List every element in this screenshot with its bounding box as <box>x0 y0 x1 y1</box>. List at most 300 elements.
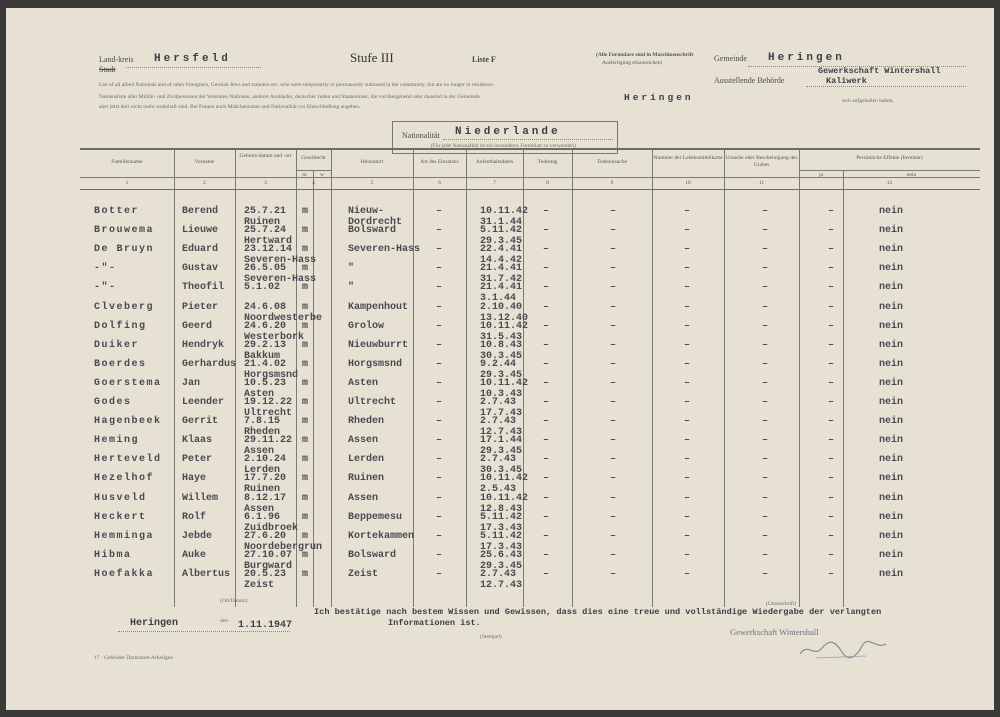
stay-to-cell: 12.8.43 <box>480 503 523 515</box>
hometown-cell: Kampenhout <box>348 301 409 313</box>
sex-cell: m <box>302 206 309 217</box>
effects-yes-cell: – <box>828 397 835 408</box>
effects-no-cell: nein <box>879 339 904 351</box>
footer-print-note: 17 · Gebrüder Darmstadt-Arheilgen <box>94 655 173 661</box>
footer-ortsdatum-label: (Ort/Datum) <box>220 598 248 604</box>
hometown-cell: Assen <box>348 492 379 504</box>
col-num-1: 1 <box>125 180 129 186</box>
table-top-rule <box>80 148 980 150</box>
birthplace-cell: Assen <box>244 446 275 458</box>
birthplace-cell: Ruinen <box>244 217 281 228</box>
col-header-einsatz: Art des Einsatzes <box>420 159 459 165</box>
col-header-grab: Ursache oder Bescheinigung des Grabes <box>725 155 798 168</box>
sex-cell: m <box>302 549 309 561</box>
effects-sub-rule <box>799 170 980 171</box>
effects-yes-cell: – <box>828 358 835 370</box>
footer-unterschrift-label: (Unterschrift) <box>766 601 797 607</box>
effects-no-cell: nein <box>879 530 904 542</box>
nationality-note: (Für jede Nationalität ist ein besonderes Formblatt zu verwenden) <box>431 143 576 149</box>
col-num-6: 6 <box>438 180 441 186</box>
grave-cell: – <box>762 244 769 256</box>
grave-cell: – <box>762 377 769 389</box>
deployment-cell: – <box>436 454 443 466</box>
firstname-cell: Berend <box>182 206 219 217</box>
deathdate-cell: – <box>543 473 550 485</box>
birthdate-cell: 29.2.13 <box>244 339 287 351</box>
stay-from-cell: 17.1.44 <box>480 435 523 447</box>
sex-cell: m <box>302 377 309 389</box>
firstname-cell: Albertus <box>182 568 231 580</box>
stay-from-cell: 2.7.43 <box>480 454 517 466</box>
firstname-cell: Haye <box>182 473 207 485</box>
stay-to-cell: 29.3.45 <box>480 560 523 572</box>
hometown-cell: Beppemesu <box>348 511 403 523</box>
birthplace-cell: Westerbork <box>244 331 305 343</box>
deathdate-cell: – <box>543 492 550 504</box>
effects-yes-cell: – <box>828 206 835 217</box>
hometown-cell: Asten <box>348 377 379 389</box>
foodcard-cell: – <box>684 397 691 408</box>
grave-cell: – <box>762 206 769 217</box>
deathcause-cell: – <box>610 282 617 294</box>
col-header-heimatort: Heimatort <box>360 159 384 165</box>
stay-to-cell: 29.3.45 <box>480 236 523 248</box>
stay-to-cell: 31.1.44 <box>480 217 523 228</box>
birthdate-cell: 27.6.20 <box>244 530 287 542</box>
foodcard-cell: – <box>684 320 691 332</box>
effects-no-cell: nein <box>879 282 904 294</box>
deployment-cell: – <box>436 301 443 313</box>
birthdate-cell: 24.6.20 <box>244 320 287 332</box>
effects-yes-cell: – <box>828 225 835 237</box>
birthplace-cell: Hertward <box>244 236 293 248</box>
grave-cell: – <box>762 397 769 408</box>
firstname-cell: Gustav <box>182 263 219 275</box>
col-num-11: 11 <box>758 180 765 186</box>
sex-cell: m <box>302 320 309 332</box>
birthdate-cell: 17.7.20 <box>244 473 287 485</box>
firstname-cell: Eduard <box>182 244 219 256</box>
col-header-effekte-ja: ja <box>819 172 823 178</box>
nationality-value: Niederlande <box>455 126 561 138</box>
birthdate-cell: 25.7.24 <box>244 225 287 237</box>
deathdate-cell: – <box>543 263 550 275</box>
nationality-dotline <box>443 139 613 140</box>
stay-from-cell: 2.7.43 <box>480 416 517 428</box>
foodcard-cell: – <box>684 263 691 275</box>
firstname-cell: Gerhardus <box>182 358 237 370</box>
sex-cell: m <box>302 397 309 408</box>
stay-to-cell: 10.3.43 <box>480 388 523 400</box>
birthplace-cell: Zuidbroek <box>244 522 299 534</box>
stay-from-cell: 10.8.43 <box>480 339 523 351</box>
foodcard-cell: – <box>684 377 691 389</box>
birthplace-cell: Burgward <box>244 560 293 572</box>
foodcard-cell: – <box>684 339 691 351</box>
deathcause-cell: – <box>610 206 617 217</box>
gemeinde-label: Gemeinde <box>714 54 747 63</box>
birthdate-cell: 20.5.23 <box>244 568 287 580</box>
birthdate-cell: 21.4.02 <box>244 358 287 370</box>
birthdate-cell: 2.10.24 <box>244 454 287 466</box>
col-header-todesursache: Todesursache <box>597 159 627 165</box>
stay-to-cell: 12.7.43 <box>480 427 523 439</box>
footer-datum: 1.11.1947 <box>238 620 293 631</box>
birthdate-cell: 5.1.02 <box>244 282 281 294</box>
stay-to-cell: 3.1.44 <box>480 293 517 305</box>
sex-cell: m <box>302 282 309 294</box>
foodcard-cell: – <box>684 530 691 542</box>
birthplace-cell: Lerden <box>244 465 281 477</box>
stay-to-cell: 14.4.42 <box>480 255 523 267</box>
grave-cell: – <box>762 454 769 466</box>
birthplace-cell: Ultrecht <box>244 408 293 419</box>
stay-from-cell: 2.7.43 <box>480 568 517 580</box>
firstname-cell: Hendryk <box>182 339 225 351</box>
effects-no-cell: nein <box>879 492 904 504</box>
deathcause-cell: – <box>610 492 617 504</box>
hometown-cell: Grolow <box>348 320 385 332</box>
firstname-cell: Gerrit <box>182 416 219 428</box>
deployment-cell: – <box>436 568 443 580</box>
firstname-cell: Rolf <box>182 511 207 523</box>
hometown-cell: Bolsward <box>348 225 397 237</box>
effects-no-cell: nein <box>879 263 904 275</box>
birthplace-cell: Noordwesterbe <box>244 312 323 324</box>
stay-from-cell: 5.11.42 <box>480 530 523 542</box>
grave-cell: – <box>762 435 769 447</box>
surname-cell: Hagenbeek <box>94 416 162 428</box>
deployment-cell: – <box>436 492 443 504</box>
deployment-cell: – <box>436 530 443 542</box>
landkreis-label: Land-kreis <box>99 55 134 64</box>
sex-cell: m <box>302 225 309 237</box>
deathdate-cell: – <box>543 397 550 408</box>
behoerde-value-2: Kaliwerk <box>826 76 867 86</box>
effects-yes-cell: – <box>828 568 835 580</box>
sex-cell: m <box>302 568 309 580</box>
firstname-cell: Jan <box>182 377 201 389</box>
birthplace-cell: Noordebergrun <box>244 541 323 553</box>
effects-no-cell: nein <box>879 397 904 408</box>
deathdate-cell: – <box>543 320 550 332</box>
deployment-cell: – <box>436 473 443 485</box>
col-header-lebensmittelkarte: Nummer der Lebensmittelkarte <box>653 155 723 161</box>
deathdate-cell: – <box>543 511 550 523</box>
firstname-cell: Pieter <box>182 301 219 313</box>
effects-no-cell: nein <box>879 473 904 485</box>
behoerde-label: Ausstellende Behörde <box>714 76 785 85</box>
col-header-geburt: Geburts-datum und -ort <box>239 153 292 159</box>
header-bottom-rule <box>80 189 980 190</box>
stay-from-cell: 10.11.42 <box>480 320 529 332</box>
birthdate-cell: 6.1.96 <box>244 511 281 523</box>
sex-cell: m <box>302 416 309 428</box>
effects-yes-cell: – <box>828 530 835 542</box>
col-num-5: 5 <box>370 180 374 186</box>
grave-cell: – <box>762 492 769 504</box>
deathdate-cell: – <box>543 225 550 237</box>
deployment-cell: – <box>436 263 443 275</box>
firstname-cell: Willem <box>182 492 219 504</box>
foodcard-cell: – <box>684 511 691 523</box>
german-instruction-2: aber jetzt dort nicht mehr wohnhaft sind. Bei Frauen auch Mädchenname und Nationalität vor Eheschließung angeben. <box>99 104 361 110</box>
deathdate-cell: – <box>543 416 550 428</box>
effects-yes-cell: – <box>828 244 835 256</box>
sex-cell: m <box>302 530 309 542</box>
birthplace-cell: Severen-Hass <box>244 274 317 286</box>
deathcause-cell: – <box>610 339 617 351</box>
deathcause-cell: – <box>610 320 617 332</box>
firstname-cell: Klaas <box>182 435 213 447</box>
effects-no-cell: nein <box>879 206 904 217</box>
deathdate-cell: – <box>543 568 550 580</box>
birthplace-cell: Horgsmsnd <box>244 369 299 381</box>
col-num-8: 8 <box>546 180 549 186</box>
foodcard-cell: – <box>684 301 691 313</box>
deathcause-cell: – <box>610 263 617 275</box>
grave-cell: – <box>762 549 769 561</box>
stay-to-cell: 12.7.43 <box>480 579 523 591</box>
deployment-cell: – <box>436 435 443 447</box>
birthplace-cell: Asten <box>244 388 275 400</box>
deathdate-cell: – <box>543 454 550 466</box>
col-num-7: 7 <box>493 180 496 186</box>
nationality-label: Nationalität <box>402 131 440 140</box>
hometown-cell: Assen <box>348 435 379 447</box>
effects-no-cell: nein <box>879 549 904 561</box>
birthdate-cell: 29.11.22 <box>244 435 293 447</box>
hometown-cell: Kortekammen <box>348 530 415 542</box>
effects-yes-cell: – <box>828 435 835 447</box>
surname-cell: -"- <box>94 263 117 275</box>
effects-no-cell: nein <box>879 377 904 389</box>
deployment-cell: – <box>436 244 443 256</box>
deployment-cell: – <box>436 511 443 523</box>
effects-yes-cell: – <box>828 492 835 504</box>
hometown-cell: " <box>348 263 355 275</box>
landkreis-dotline <box>126 67 261 68</box>
sex-sub-rule <box>296 170 331 171</box>
birthdate-cell: 7.8.15 <box>244 416 281 428</box>
stay-to-cell: 17.3.43 <box>480 541 523 553</box>
footer-ort-dotline <box>118 631 290 632</box>
grave-cell: – <box>762 530 769 542</box>
surname-cell: Duiker <box>94 339 140 351</box>
deathcause-cell: – <box>610 416 617 428</box>
foodcard-cell: – <box>684 225 691 237</box>
birthdate-cell: 24.6.08 <box>244 301 287 313</box>
deathdate-cell: – <box>543 530 550 542</box>
grave-cell: – <box>762 301 769 313</box>
effects-no-cell: nein <box>879 301 904 313</box>
surname-cell: -"- <box>94 282 117 294</box>
deployment-cell: – <box>436 397 443 408</box>
sex-cell: m <box>302 492 309 504</box>
col-header-vorname: Vorname <box>194 159 215 165</box>
deathcause-cell: – <box>610 358 617 370</box>
note-line-1: (Alle Formulare sind in Maschinenschrift <box>596 52 694 58</box>
deathcause-cell: – <box>610 454 617 466</box>
effects-yes-cell: – <box>828 473 835 485</box>
deathcause-cell: – <box>610 397 617 408</box>
surname-cell: Heckert <box>94 511 147 523</box>
stay-from-cell: 2.7.43 <box>480 397 517 408</box>
deathcause-cell: – <box>610 225 617 237</box>
footer-statement-1: Ich bestätige nach bestem Wissen und Gewissen, dass dies eine treue und vollständige Wiedergabe der verlangten <box>314 607 882 617</box>
stay-to-cell: 31.5.43 <box>480 331 523 343</box>
deathdate-cell: – <box>543 206 550 217</box>
deployment-cell: – <box>436 549 443 561</box>
birthplace-cell: Bakkum <box>244 350 281 362</box>
signature-stamp: Gewerkschaft Wintershall <box>730 627 819 637</box>
hometown-cell: Ultrecht <box>348 397 397 408</box>
sex-cell: m <box>302 244 309 256</box>
deployment-cell: – <box>436 416 443 428</box>
stay-from-cell: 10.11.42 <box>480 206 529 217</box>
stay-from-cell: 5.11.42 <box>480 511 523 523</box>
sex-cell: m <box>302 358 309 370</box>
deathdate-cell: – <box>543 358 550 370</box>
deathcause-cell: – <box>610 568 617 580</box>
effects-yes-cell: – <box>828 511 835 523</box>
firstname-cell: Lieuwe <box>182 225 219 237</box>
effects-no-cell: nein <box>879 454 904 466</box>
grave-cell: – <box>762 568 769 580</box>
effects-yes-cell: – <box>828 282 835 294</box>
stay-to-cell: 29.3.45 <box>480 369 523 381</box>
stay-to-cell: 17.7.43 <box>480 408 523 419</box>
firstname-cell: Leender <box>182 397 225 408</box>
landkreis-value: Hersfeld <box>154 53 231 65</box>
effects-no-cell: nein <box>879 244 904 256</box>
deathcause-cell: – <box>610 511 617 523</box>
grave-cell: – <box>762 263 769 275</box>
german-instruction-1-end: sich aufgehalten haben, <box>842 98 894 104</box>
grave-cell: – <box>762 473 769 485</box>
hometown-cell: Severen-Hass <box>348 244 421 256</box>
sex-cell: m <box>302 473 309 485</box>
foodcard-cell: – <box>684 244 691 256</box>
deployment-cell: – <box>436 282 443 294</box>
birthdate-cell: 23.12.14 <box>244 244 293 256</box>
effects-yes-cell: – <box>828 454 835 466</box>
foodcard-cell: – <box>684 492 691 504</box>
surname-cell: Hibma <box>94 549 132 561</box>
birthdate-cell: 8.12.17 <box>244 492 287 504</box>
english-instruction: List of all allied Nationals and of other foreigners, German Jews and stateless etc. who were temporarily or permanently stationed in the community, but are no longer in residence. <box>99 82 494 88</box>
deathcause-cell: – <box>610 473 617 485</box>
birthplace-cell: Ruinen <box>244 484 281 496</box>
deathdate-cell: – <box>543 435 550 447</box>
deployment-cell: – <box>436 206 443 217</box>
foodcard-cell: – <box>684 568 691 580</box>
sex-cell: m <box>302 301 309 313</box>
effects-yes-cell: – <box>828 320 835 332</box>
surname-cell: De Bruyn <box>94 244 155 256</box>
birthplace-cell: Zeist <box>244 579 275 591</box>
sex-cell: m <box>302 435 309 447</box>
surname-cell: Hezelhof <box>94 473 155 485</box>
hometown-cell: Rheden <box>348 416 385 428</box>
table-row <box>6 569 994 592</box>
effects-no-cell: nein <box>879 435 904 447</box>
stay-from-cell: 10.11.42 <box>480 377 529 389</box>
surname-cell: Hemminga <box>94 530 155 542</box>
col-header-sex-w: w <box>320 172 324 178</box>
effects-yes-cell: – <box>828 549 835 561</box>
firstname-cell: Geerd <box>182 320 213 332</box>
footer-stempel-label: (Stempel) <box>480 634 502 640</box>
deathcause-cell: – <box>610 435 617 447</box>
stay-to-cell: 17.3.43 <box>480 522 523 534</box>
birthdate-cell: 10.5.23 <box>244 377 287 389</box>
birthdate-cell: 27.10.07 <box>244 549 293 561</box>
hometown-cell: Lerden <box>348 454 385 466</box>
deployment-cell: – <box>436 377 443 389</box>
stadt-label: Stadt <box>99 65 116 74</box>
surname-cell: Hoefakka <box>94 568 155 580</box>
hometown-cell: " <box>348 282 355 294</box>
german-gemeinde-value: Heringen <box>624 92 694 103</box>
deployment-cell: – <box>436 320 443 332</box>
sex-cell: m <box>302 339 309 351</box>
surname-cell: Clveberg <box>94 301 155 313</box>
surname-cell: Heming <box>94 435 140 447</box>
surname-cell: Husveld <box>94 492 147 504</box>
firstname-cell: Jebde <box>182 530 213 542</box>
birthplace-cell: Assen <box>244 503 275 515</box>
deathdate-cell: – <box>543 377 550 389</box>
hometown-cell: Ruinen <box>348 473 385 485</box>
effects-yes-cell: – <box>828 377 835 389</box>
stufe-label: Stufe III <box>350 50 394 65</box>
foodcard-cell: – <box>684 454 691 466</box>
footer-den-label: den <box>220 618 228 624</box>
deathcause-cell: – <box>610 549 617 561</box>
birthdate-cell: 25.7.21 <box>244 206 287 217</box>
surname-cell: Goerstema <box>94 377 162 389</box>
note-line-2: Ausfertigung einzureichen) <box>602 60 663 66</box>
hometown-cell: Bolsward <box>348 549 397 561</box>
hometown-cell: Zeist <box>348 568 379 580</box>
effects-yes-cell: – <box>828 416 835 428</box>
col-num-12: 12 <box>886 180 893 186</box>
stay-from-cell: 5.11.42 <box>480 225 523 237</box>
gemeinde-value: Heringen <box>768 52 845 64</box>
footer-ort: Heringen <box>130 618 179 629</box>
grave-cell: – <box>762 416 769 428</box>
surname-cell: Godes <box>94 397 132 408</box>
col-header-aufenthalt: Aufenthaltsdaten <box>475 159 514 165</box>
deployment-cell: – <box>436 358 443 370</box>
grave-cell: – <box>762 225 769 237</box>
birthdate-cell: 26.5.05 <box>244 263 287 275</box>
deathdate-cell: – <box>543 244 550 256</box>
hometown-cell: Horgsmsnd <box>348 358 403 370</box>
birthplace-cell: Severen-Hass <box>244 255 317 267</box>
document-page <box>6 8 994 710</box>
stay-from-cell: 25.6.43 <box>480 549 523 561</box>
grave-cell: – <box>762 320 769 332</box>
stay-to-cell: 29.3.45 <box>480 446 523 458</box>
behoerde-value: Gewerkschaft Wintershall <box>818 66 941 76</box>
effects-no-cell: nein <box>879 568 904 580</box>
foodcard-cell: – <box>684 206 691 217</box>
grave-cell: – <box>762 358 769 370</box>
stay-to-cell: 31.7.42 <box>480 274 523 286</box>
deathcause-cell: – <box>610 301 617 313</box>
